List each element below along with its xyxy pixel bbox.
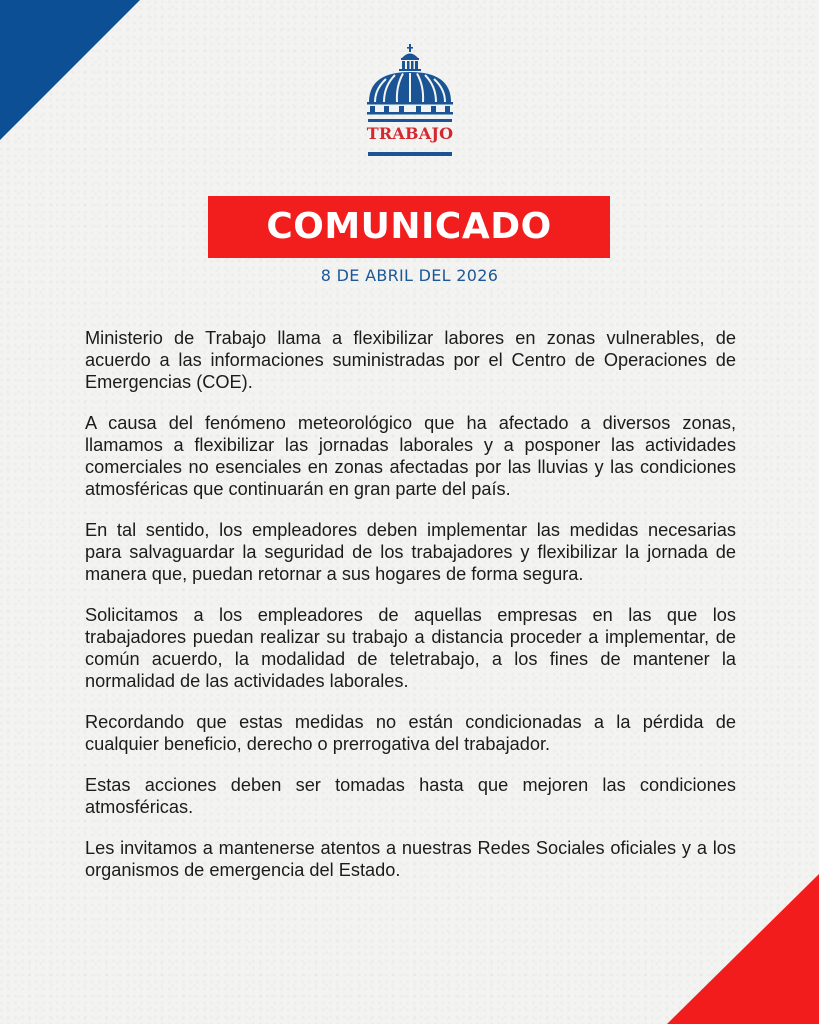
corner-decoration-blue (0, 0, 140, 140)
statement-body (85, 327, 736, 900)
paragraph: A causa del fenómeno meteorológico que ha afectado a diversos zonas, llamamos a flexibilizar las jornadas laborales y a posponer las actividades comerciales no esenciales en zonas afectadas por las lluvias y las condiciones atmosféricas que continuarán en gran parte del país. (85, 413, 736, 499)
paragraph: Solicitamos a los empleadores de aquellas empresas en las que los trabajadores puedan realizar su trabajo a distancia proceder a implementar, de común acuerdo, la modalidad de teletrabajo, a los fines de mantener la normalidad de las actividades laborales. (85, 605, 736, 691)
paragraph: Les invitamos a mantenerse atentos a nuestras Redes Sociales oficiales y a los organismos de emergencia del Estado. (85, 838, 736, 880)
dome-icon (366, 44, 454, 120)
paragraph: En tal sentido, los empleadores deben implementar las medidas necesarias para salvaguardar la seguridad de los trabajadores y flexibilizar la jornada de manera que, puedan retornar a sus hogares de forma segura. (85, 520, 736, 584)
ministry-logo (366, 44, 454, 160)
logo-divider-bottom (368, 152, 452, 156)
paragraph: Ministerio de Trabajo llama a flexibilizar labores en zonas vulnerables, de acuerdo a las informaciones suministradas por el Centro de Operaciones de Emergencias (COE). (85, 328, 736, 392)
logo-text: TRABAJO (366, 124, 454, 143)
page-title: COMUNICADO (208, 196, 610, 258)
publication-date: 8 DE ABRIL DEL 2026 (320, 266, 499, 285)
paragraph: Estas acciones deben ser tomadas hasta que mejoren las condiciones atmosféricas. (85, 775, 736, 817)
logo-divider-top (368, 119, 452, 122)
paragraph: Recordando que estas medidas no están condicionadas a la pérdida de cualquier beneficio, derecho o prerrogativa del trabajador. (85, 712, 736, 754)
